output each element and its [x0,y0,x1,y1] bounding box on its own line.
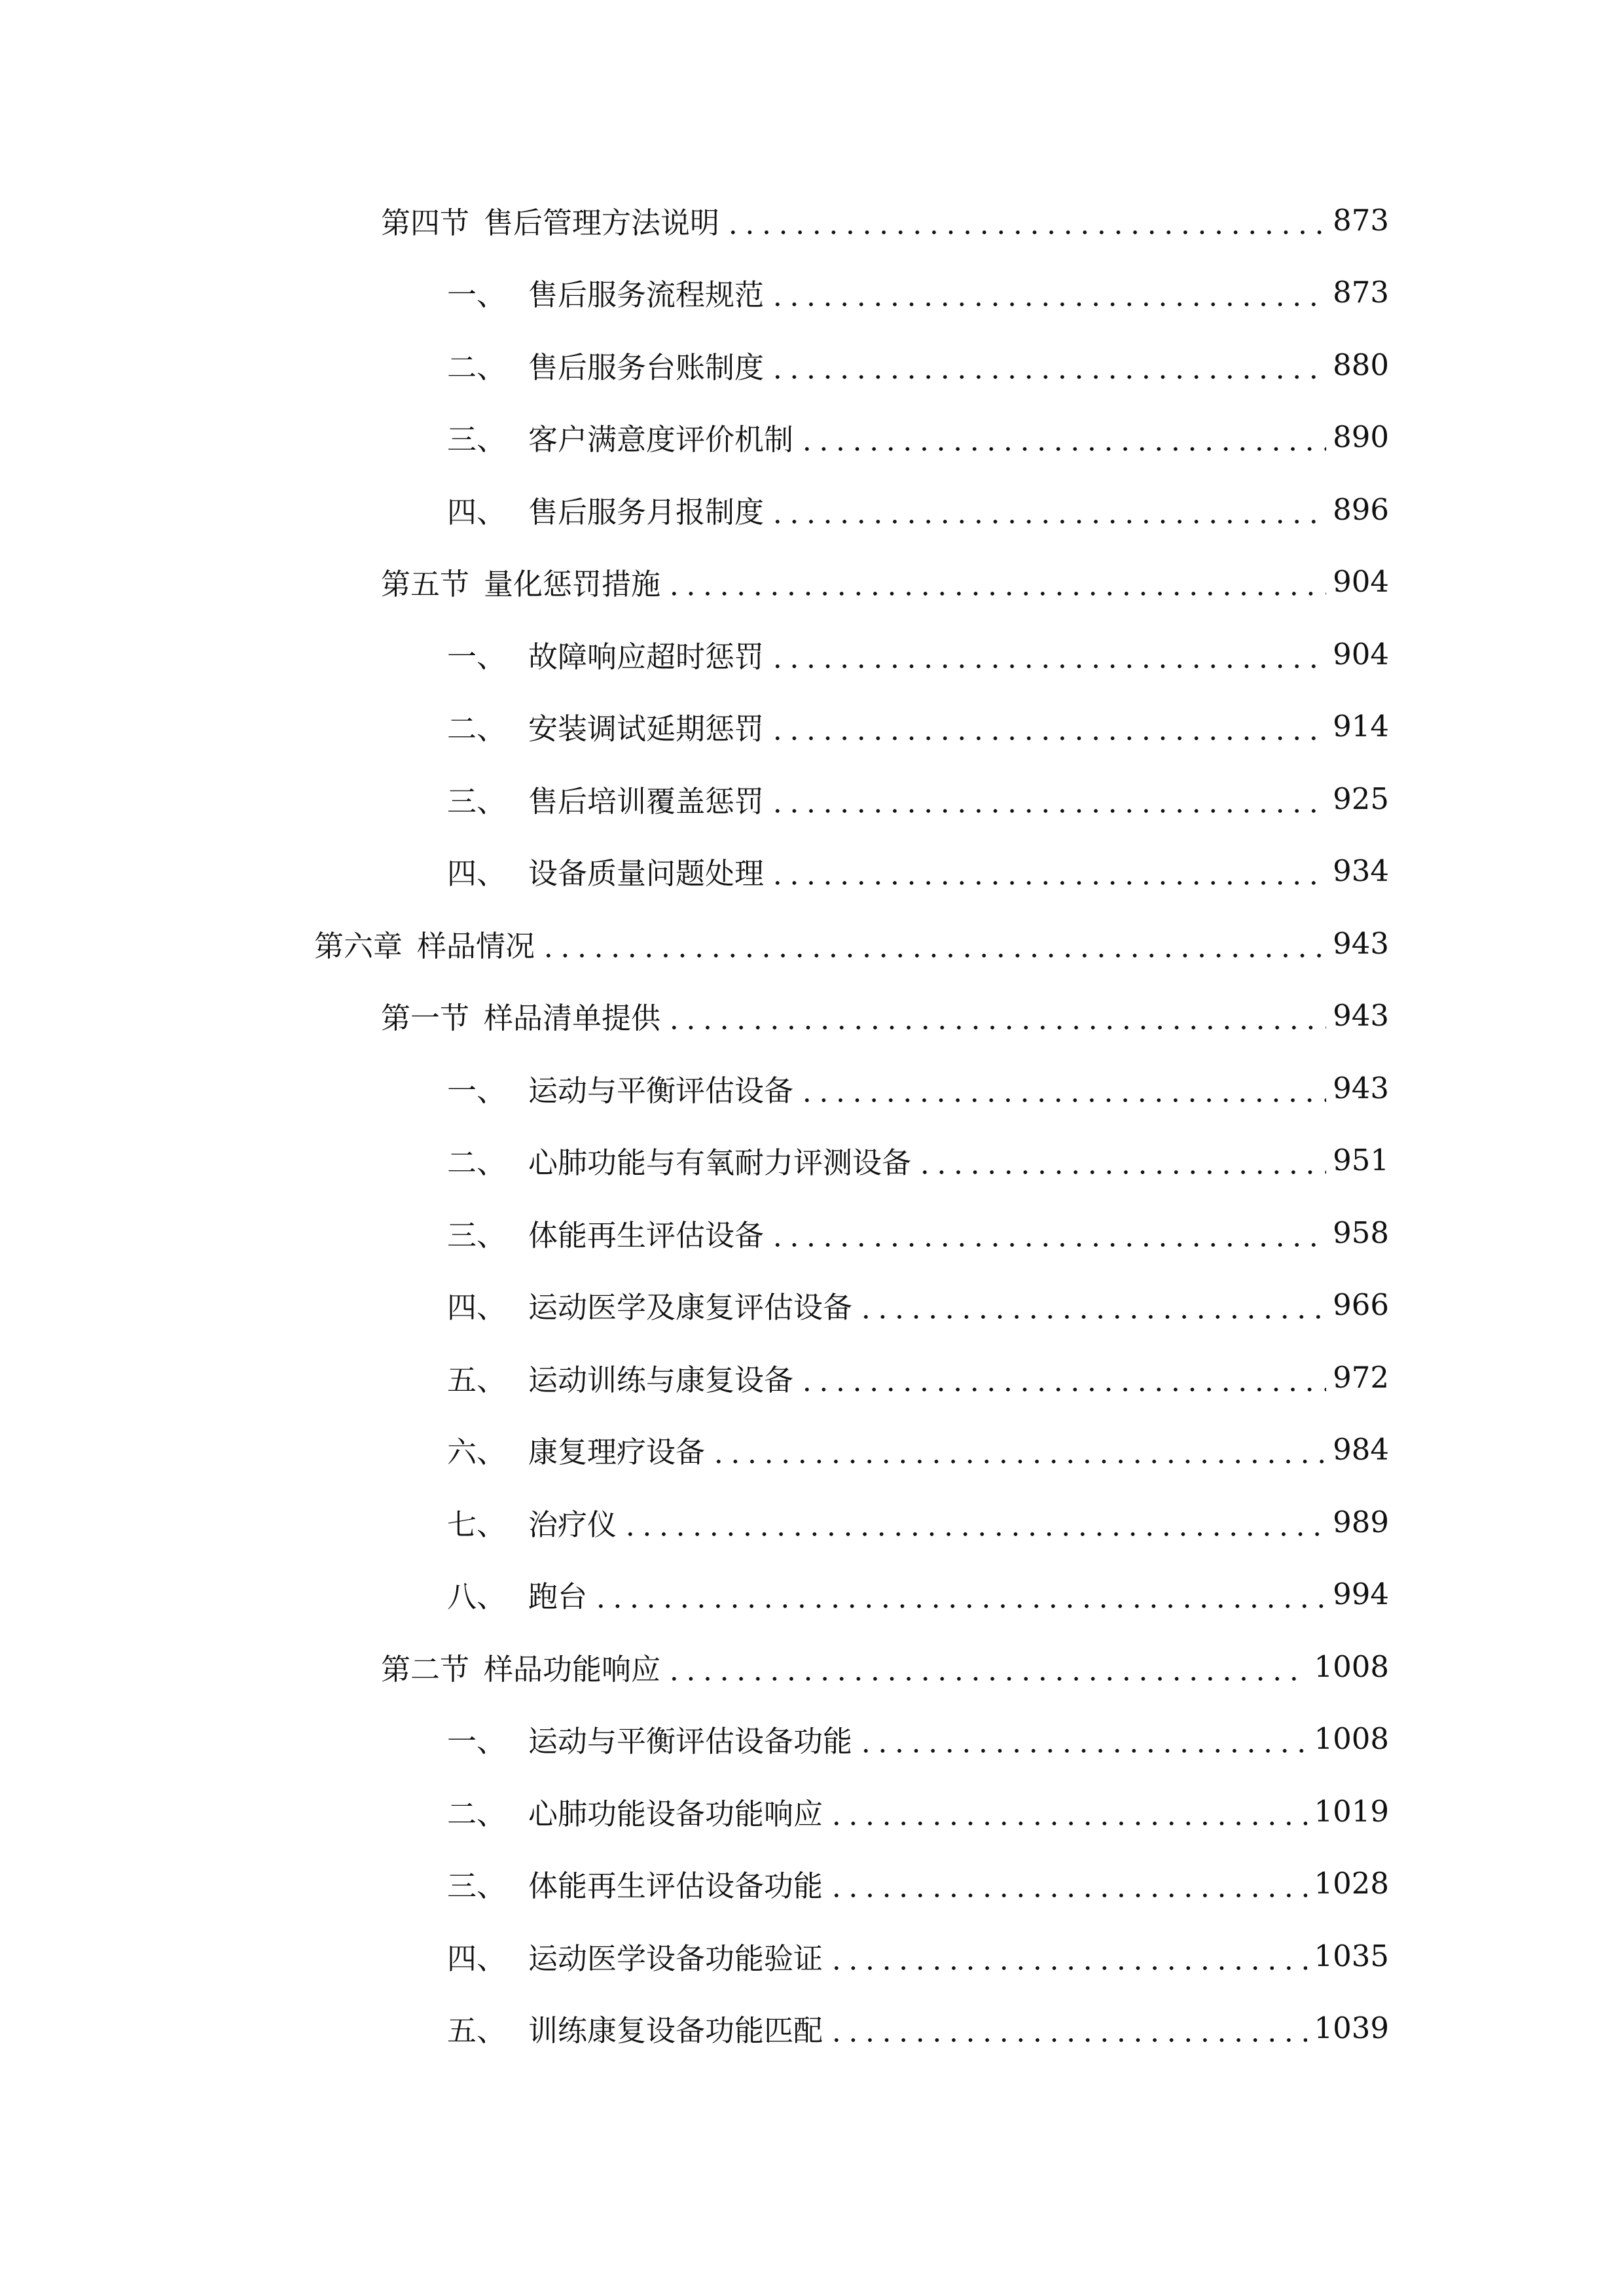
dot-leader [799,1073,1326,1103]
toc-entry[interactable] [0,1558,1389,1631]
dot-leader [666,1001,1326,1030]
toc-page-number: 994 [1333,1577,1389,1612]
toc-page-number: 972 [1333,1359,1389,1395]
dot-leader [916,1145,1326,1175]
toc-entry-number: 二、 [447,711,507,747]
toc-entry-title: 客户满意度评价机制 [528,422,794,457]
toc-page-number: 890 [1333,420,1389,455]
dot-leader [799,422,1326,452]
toc-entry-number: 四、 [447,856,507,891]
toc-page-number: 873 [1333,202,1389,238]
toc-entry-title: 体能再生评估设备功能 [528,1869,823,1904]
toc-page-number: 989 [1333,1504,1389,1539]
toc-entry-title: 设备质量问题处理 [528,856,765,891]
toc-entry-title: 售后管理方法说明 [484,205,720,240]
dot-leader [828,1869,1307,1898]
toc-entry-number: 四、 [447,494,507,529]
toc-page-number: 1008 [1314,1721,1389,1757]
toc-entry-title: 训练康复设备功能匹配 [528,2013,823,2049]
dot-leader [769,1218,1326,1247]
toc-page-number: 896 [1333,492,1389,527]
dot-leader [769,856,1326,886]
toc-entry-number: 四、 [447,1941,507,1976]
toc-entry-number: 六、 [447,1435,507,1470]
toc-page-number: 943 [1333,1070,1389,1105]
toc-page-number: 873 [1333,275,1389,310]
toc-entry-number: 四、 [447,1290,507,1325]
dot-leader [540,929,1326,958]
dot-leader [828,1797,1307,1826]
toc-entry-number: 二、 [447,1145,507,1181]
toc-page-number: 1008 [1314,1649,1389,1684]
dot-leader [769,278,1326,307]
toc-entry-number: 一、 [447,639,507,674]
toc-entry[interactable] [0,546,1389,619]
toc-entry-number: 一、 [447,278,507,313]
toc-entry[interactable] [0,691,1389,763]
toc-entry-number: 七、 [447,1507,507,1542]
toc-entry-number: 第五节 [381,567,470,602]
dot-leader [769,350,1326,380]
toc-entry-title: 安装调试延期惩罚 [528,711,765,747]
toc-entry-number: 三、 [447,1869,507,1904]
toc-entry-title: 运动医学及康复评估设备 [528,1290,853,1325]
toc-entry-number: 第六章 [314,928,403,963]
dot-leader [725,206,1326,235]
toc-entry[interactable] [0,1920,1389,1992]
toc-entry-number: 一、 [447,1073,507,1108]
toc-entry[interactable] [0,980,1389,1052]
toc-entry-title: 心肺功能设备功能响应 [528,1796,823,1831]
toc-page-number: 925 [1333,781,1389,816]
toc-page-number: 904 [1333,636,1389,672]
toc-entry-title: 量化惩罚措施 [484,567,661,602]
toc-entry-title: 样品功能响应 [484,1651,661,1687]
toc-entry[interactable] [0,1269,1389,1342]
dot-leader [592,1579,1326,1609]
toc-entry-title: 样品情况 [417,928,535,963]
toc-entry-number: 二、 [447,350,507,385]
toc-entry-number: 八、 [447,1579,507,1615]
dot-leader [622,1507,1326,1537]
dot-leader [666,567,1326,596]
toc-entry-title: 运动医学设备功能验证 [528,1941,823,1976]
toc-page-number: 958 [1333,1215,1389,1250]
toc-entry-number: 三、 [447,1217,507,1253]
dot-leader [799,1363,1326,1392]
toc-entry[interactable] [0,1414,1389,1486]
toc-entry[interactable] [0,1848,1389,1920]
toc-entry[interactable] [0,1196,1389,1269]
toc-page-number: 1019 [1314,1793,1389,1829]
dot-leader [828,2013,1307,2043]
toc-entry-title: 治疗仪 [528,1507,617,1542]
dot-leader [769,711,1326,741]
toc-entry[interactable] [0,1992,1389,2065]
toc-entry[interactable] [0,1630,1389,1703]
toc-entry-number: 第四节 [381,205,470,240]
toc-entry-title: 售后服务月报制度 [528,494,765,529]
table-of-contents [0,184,1389,2064]
toc-entry[interactable] [0,762,1389,835]
toc-entry-title: 售后服务台账制度 [528,350,765,385]
toc-entry-title: 心肺功能与有氧耐力评测设备 [528,1145,912,1181]
toc-page-number: 1035 [1314,1938,1389,1973]
toc-entry-title: 样品清单提供 [484,1001,661,1036]
toc-page-number: 1039 [1314,2011,1389,2046]
dot-leader [666,1652,1307,1681]
toc-entry[interactable] [0,329,1389,401]
toc-page-number: 914 [1333,709,1389,744]
toc-entry-number: 二、 [447,1796,507,1831]
dot-leader [857,1290,1326,1319]
toc-entry[interactable] [0,257,1389,329]
toc-entry[interactable] [0,1775,1389,1848]
toc-entry[interactable] [0,184,1389,257]
dot-leader [769,639,1326,669]
dot-leader [857,1724,1307,1753]
toc-entry-title: 运动训练与康复设备 [528,1362,794,1397]
toc-entry-title: 售后培训覆盖惩罚 [528,783,765,819]
toc-page-number: 984 [1333,1432,1389,1467]
dot-leader [769,495,1326,524]
toc-entry-title: 故障响应超时惩罚 [528,639,765,674]
toc-entry[interactable] [0,401,1389,474]
toc-entry[interactable] [0,473,1389,546]
toc-entry-title: 运动与平衡评估设备功能 [528,1724,853,1759]
toc-page-number: 951 [1333,1143,1389,1178]
toc-entry-title: 售后服务流程规范 [528,278,765,313]
toc-entry-number: 第二节 [381,1651,470,1687]
toc-page-number: 880 [1333,347,1389,382]
toc-page-number: 904 [1333,564,1389,600]
dot-leader [710,1435,1326,1464]
toc-entry[interactable] [0,1703,1389,1776]
toc-entry-number: 三、 [447,783,507,819]
toc-page-number: 966 [1333,1287,1389,1323]
toc-entry-number: 第一节 [381,1001,470,1036]
toc-entry-title: 康复理疗设备 [528,1435,706,1470]
toc-page-number: 1028 [1314,1866,1389,1901]
toc-entry[interactable] [0,1486,1389,1558]
toc-entry-number: 五、 [447,1362,507,1397]
toc-entry[interactable] [0,1341,1389,1414]
toc-entry[interactable] [0,618,1389,691]
toc-page-number: 943 [1333,998,1389,1033]
dot-leader [828,1941,1307,1971]
toc-entry-title: 体能再生评估设备 [528,1217,765,1253]
toc-page-number: 934 [1333,853,1389,889]
toc-entry-title: 运动与平衡评估设备 [528,1073,794,1108]
toc-entry[interactable] [0,1052,1389,1124]
toc-entry-number: 一、 [447,1724,507,1759]
toc-entry-number: 五、 [447,2013,507,2049]
toc-entry-number: 三、 [447,422,507,457]
toc-entry[interactable] [0,835,1389,908]
toc-page-number: 943 [1333,925,1389,961]
toc-entry[interactable] [0,1124,1389,1197]
dot-leader [769,784,1326,814]
toc-entry-title: 跑台 [528,1579,588,1615]
toc-entry[interactable] [0,907,1389,980]
